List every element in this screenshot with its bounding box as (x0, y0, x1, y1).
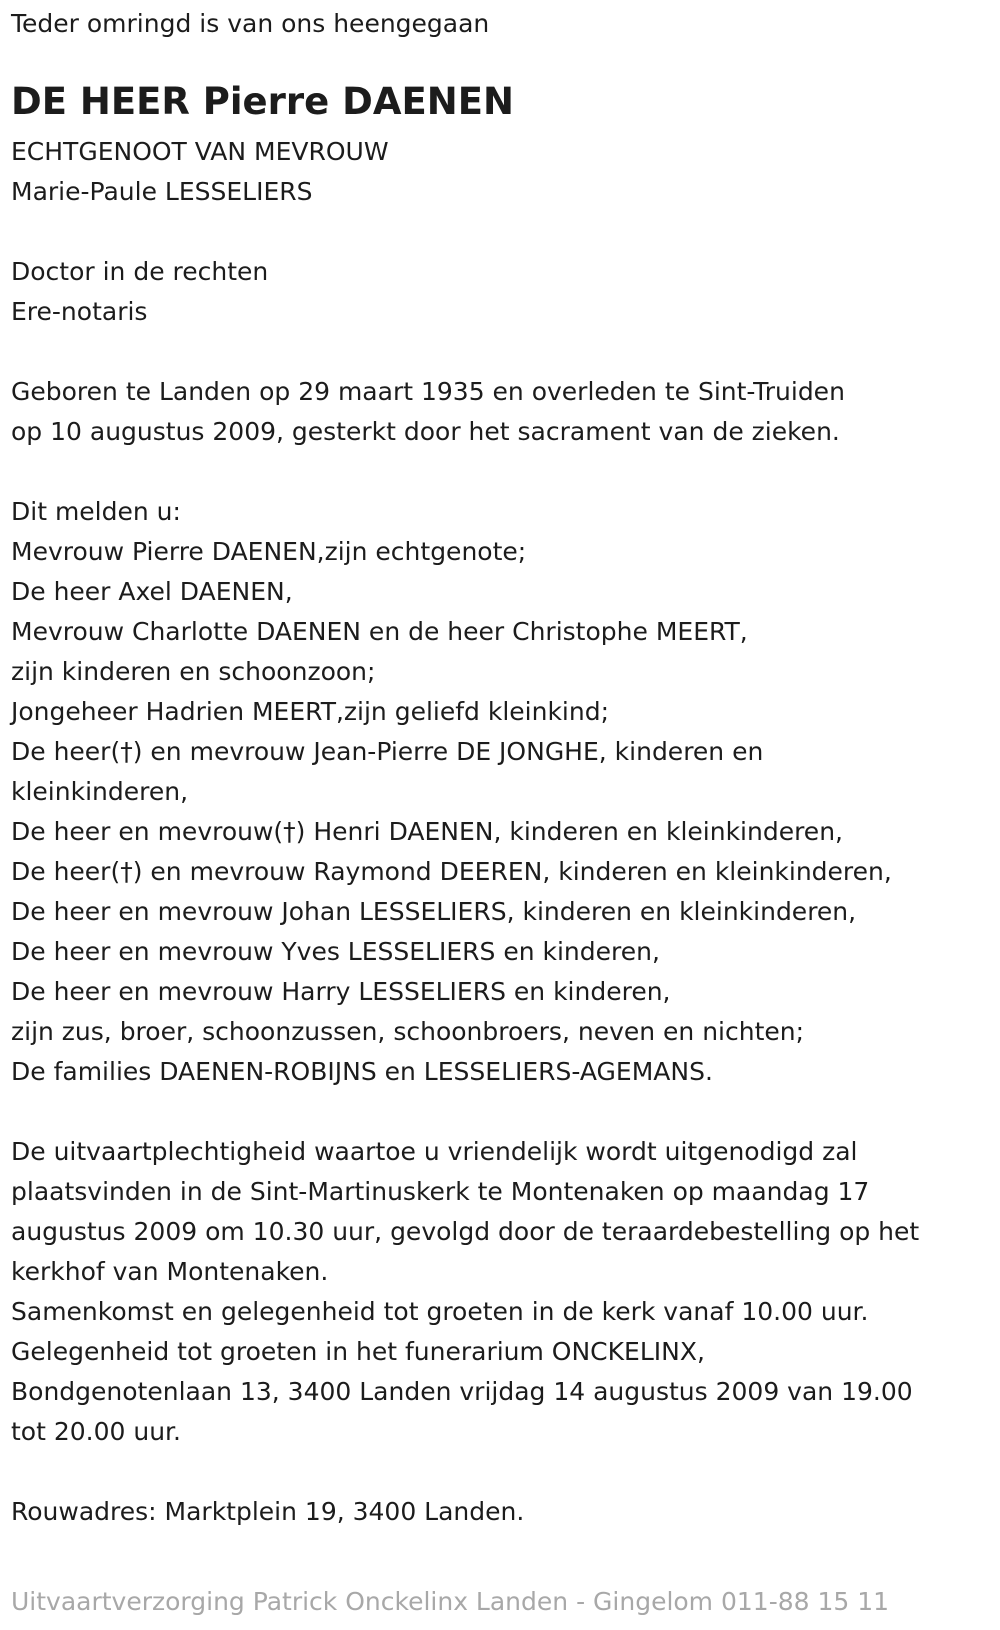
family-line: De heer en mevrouw Johan LESSELIERS, kinderen en kleinkinderen, (11, 897, 857, 926)
family-line: De heer(†) en mevrouw Raymond DEEREN, kinderen en kleinkinderen, (11, 857, 892, 886)
spacer (11, 332, 986, 372)
birth-death-line-2: op 10 augustus 2009, gesterkt door het sacrament van de zieken. (11, 417, 840, 446)
funeral-line: kerkhof van Montenaken. (11, 1257, 329, 1286)
family-line: kleinkinderen, (11, 777, 189, 806)
birth-death-line-1: Geboren te Landen op 29 maart 1935 en overleden te Sint-Truiden (11, 377, 845, 406)
family-line: De heer en mevrouw(†) Henri DAENEN, kinderen en kleinkinderen, (11, 817, 843, 846)
title-line-1: Doctor in de rechten (11, 257, 269, 286)
spacer (11, 212, 986, 252)
funeral-line: tot 20.00 uur. (11, 1417, 181, 1446)
family-line: De heer en mevrouw Yves LESSELIERS en kinderen, (11, 937, 660, 966)
family-line: Jongeheer Hadrien MEERT,zijn geliefd kleinkind; (11, 697, 610, 726)
intro-text: Teder omringd is van ons heengegaan (11, 9, 490, 38)
family-line: Dit melden u: (11, 497, 181, 526)
obituary-notice (11, 4, 986, 1532)
funeral-line: De uitvaartplechtigheid waartoe u vriendelijk wordt uitgenodigd zal (11, 1137, 858, 1166)
family-line: De families DAENEN-ROBIJNS en LESSELIERS-AGEMANS. (11, 1057, 713, 1086)
spouse-line-1: ECHTGENOOT VAN MEVROUW (11, 137, 389, 166)
funeral-line: plaatsvinden in de Sint-Martinuskerk te Montenaken op maandag 17 (11, 1177, 870, 1206)
family-line: De heer(†) en mevrouw Jean-Pierre DE JONGHE, kinderen en (11, 737, 764, 766)
mourning-address: Rouwadres: Marktplein 19, 3400 Landen. (11, 1497, 525, 1526)
deceased-name: DE HEER Pierre DAENEN (11, 80, 514, 123)
funeral-line: Bondgenotenlaan 13, 3400 Landen vrijdag 14 augustus 2009 van 19.00 (11, 1377, 913, 1406)
spacer (11, 1092, 986, 1132)
funeral-line: augustus 2009 om 10.30 uur, gevolgd door de teraardebestelling op het (11, 1217, 920, 1246)
family-line: zijn kinderen en schoonzoon; (11, 657, 376, 686)
title-line-2: Ere-notaris (11, 297, 148, 326)
family-line: De heer Axel DAENEN, (11, 577, 293, 606)
funeral-line: Samenkomst en gelegenheid tot groeten in de kerk vanaf 10.00 uur. (11, 1297, 869, 1326)
funeral-director-footer: Uitvaartverzorging Patrick Onckelinx Landen - Gingelom 011-88 15 11 (11, 1587, 890, 1616)
spacer (11, 1452, 986, 1492)
spouse-line-2: Marie-Paule LESSELIERS (11, 177, 313, 206)
funeral-line: Gelegenheid tot groeten in het funerarium ONCKELINX, (11, 1337, 705, 1366)
spacer (11, 452, 986, 492)
family-line: Mevrouw Charlotte DAENEN en de heer Christophe MEERT, (11, 617, 748, 646)
family-line: De heer en mevrouw Harry LESSELIERS en kinderen, (11, 977, 671, 1006)
family-line: Mevrouw Pierre DAENEN,zijn echtgenote; (11, 537, 527, 566)
family-line: zijn zus, broer, schoonzussen, schoonbroers, neven en nichten; (11, 1017, 805, 1046)
